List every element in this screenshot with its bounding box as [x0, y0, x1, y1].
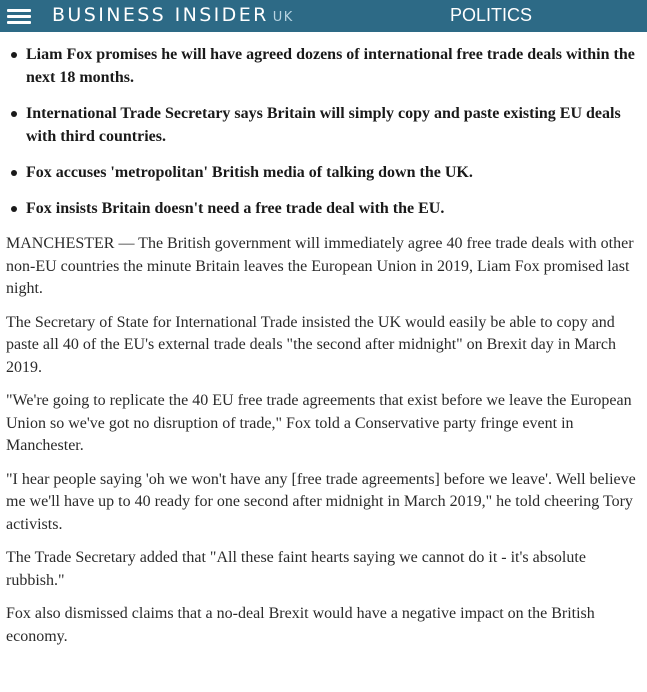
logo-text: BUSINESS INSIDER — [52, 4, 269, 26]
key-points-list — [0, 32, 647, 220]
section-link-politics[interactable]: POLITICS — [450, 5, 533, 25]
article-paragraph: Fox also dismissed claims that a no-deal Brexit would have a negative impact on the British economy. — [6, 605, 595, 645]
edition-label: UK — [272, 10, 294, 25]
bullet-icon — [11, 170, 17, 176]
key-point — [0, 102, 647, 148]
site-header — [0, 0, 647, 32]
bullet-icon — [11, 206, 17, 212]
key-point-text: Fox accuses 'metropolitan' British media of talking down the UK. — [26, 164, 473, 181]
key-point-text: International Trade Secretary says Britain will simply copy and paste existing EU deals with third countries. — [26, 105, 621, 145]
bullet-icon — [11, 111, 17, 117]
site-logo[interactable] — [52, 4, 294, 26]
key-point — [0, 197, 647, 220]
menu-bar — [7, 15, 31, 18]
article-paragraph: MANCHESTER — The British government will immediately agree 40 free trade deals with other non-EU countries the minute Britain leaves the European Union in 2019, Liam Fox promised last night. — [6, 235, 634, 297]
article-paragraph: The Secretary of State for International Trade insisted the UK would easily be able to copy and paste all 40 of the EU's external trade deals "the second after midnight" on Brexit day in March 2019. — [6, 313, 616, 376]
article-paragraph: "We're going to replicate the 40 EU free trade agreements that exist before we leave the European Union so we've got no disruption of trade," Fox told a Conservative party fringe event in Manchester. — [6, 392, 632, 454]
menu-bar — [7, 9, 31, 12]
key-point — [0, 43, 647, 89]
key-point-text: Liam Fox promises he will have agreed dozens of international free trade deals within the next 18 months. — [26, 46, 635, 86]
key-point-text: Fox insists Britain doesn't need a free trade deal with the EU. — [26, 200, 445, 217]
menu-bar — [7, 21, 31, 24]
article-paragraph: The Trade Secretary added that "All these faint hearts saying we cannot do it - it's absolute rubbish." — [6, 549, 586, 589]
article-paragraphs — [0, 233, 647, 648]
article-paragraph: "I hear people saying 'oh we won't have any [free trade agreements] before we leave'. Well believe me we'll have up to 40 ready for one second after midnight in March 2019," he told cheering Tory activists. — [6, 470, 636, 533]
hamburger-menu-icon[interactable] — [7, 6, 31, 26]
article-body — [0, 32, 647, 659]
key-point — [0, 161, 647, 184]
bullet-icon — [11, 52, 17, 58]
